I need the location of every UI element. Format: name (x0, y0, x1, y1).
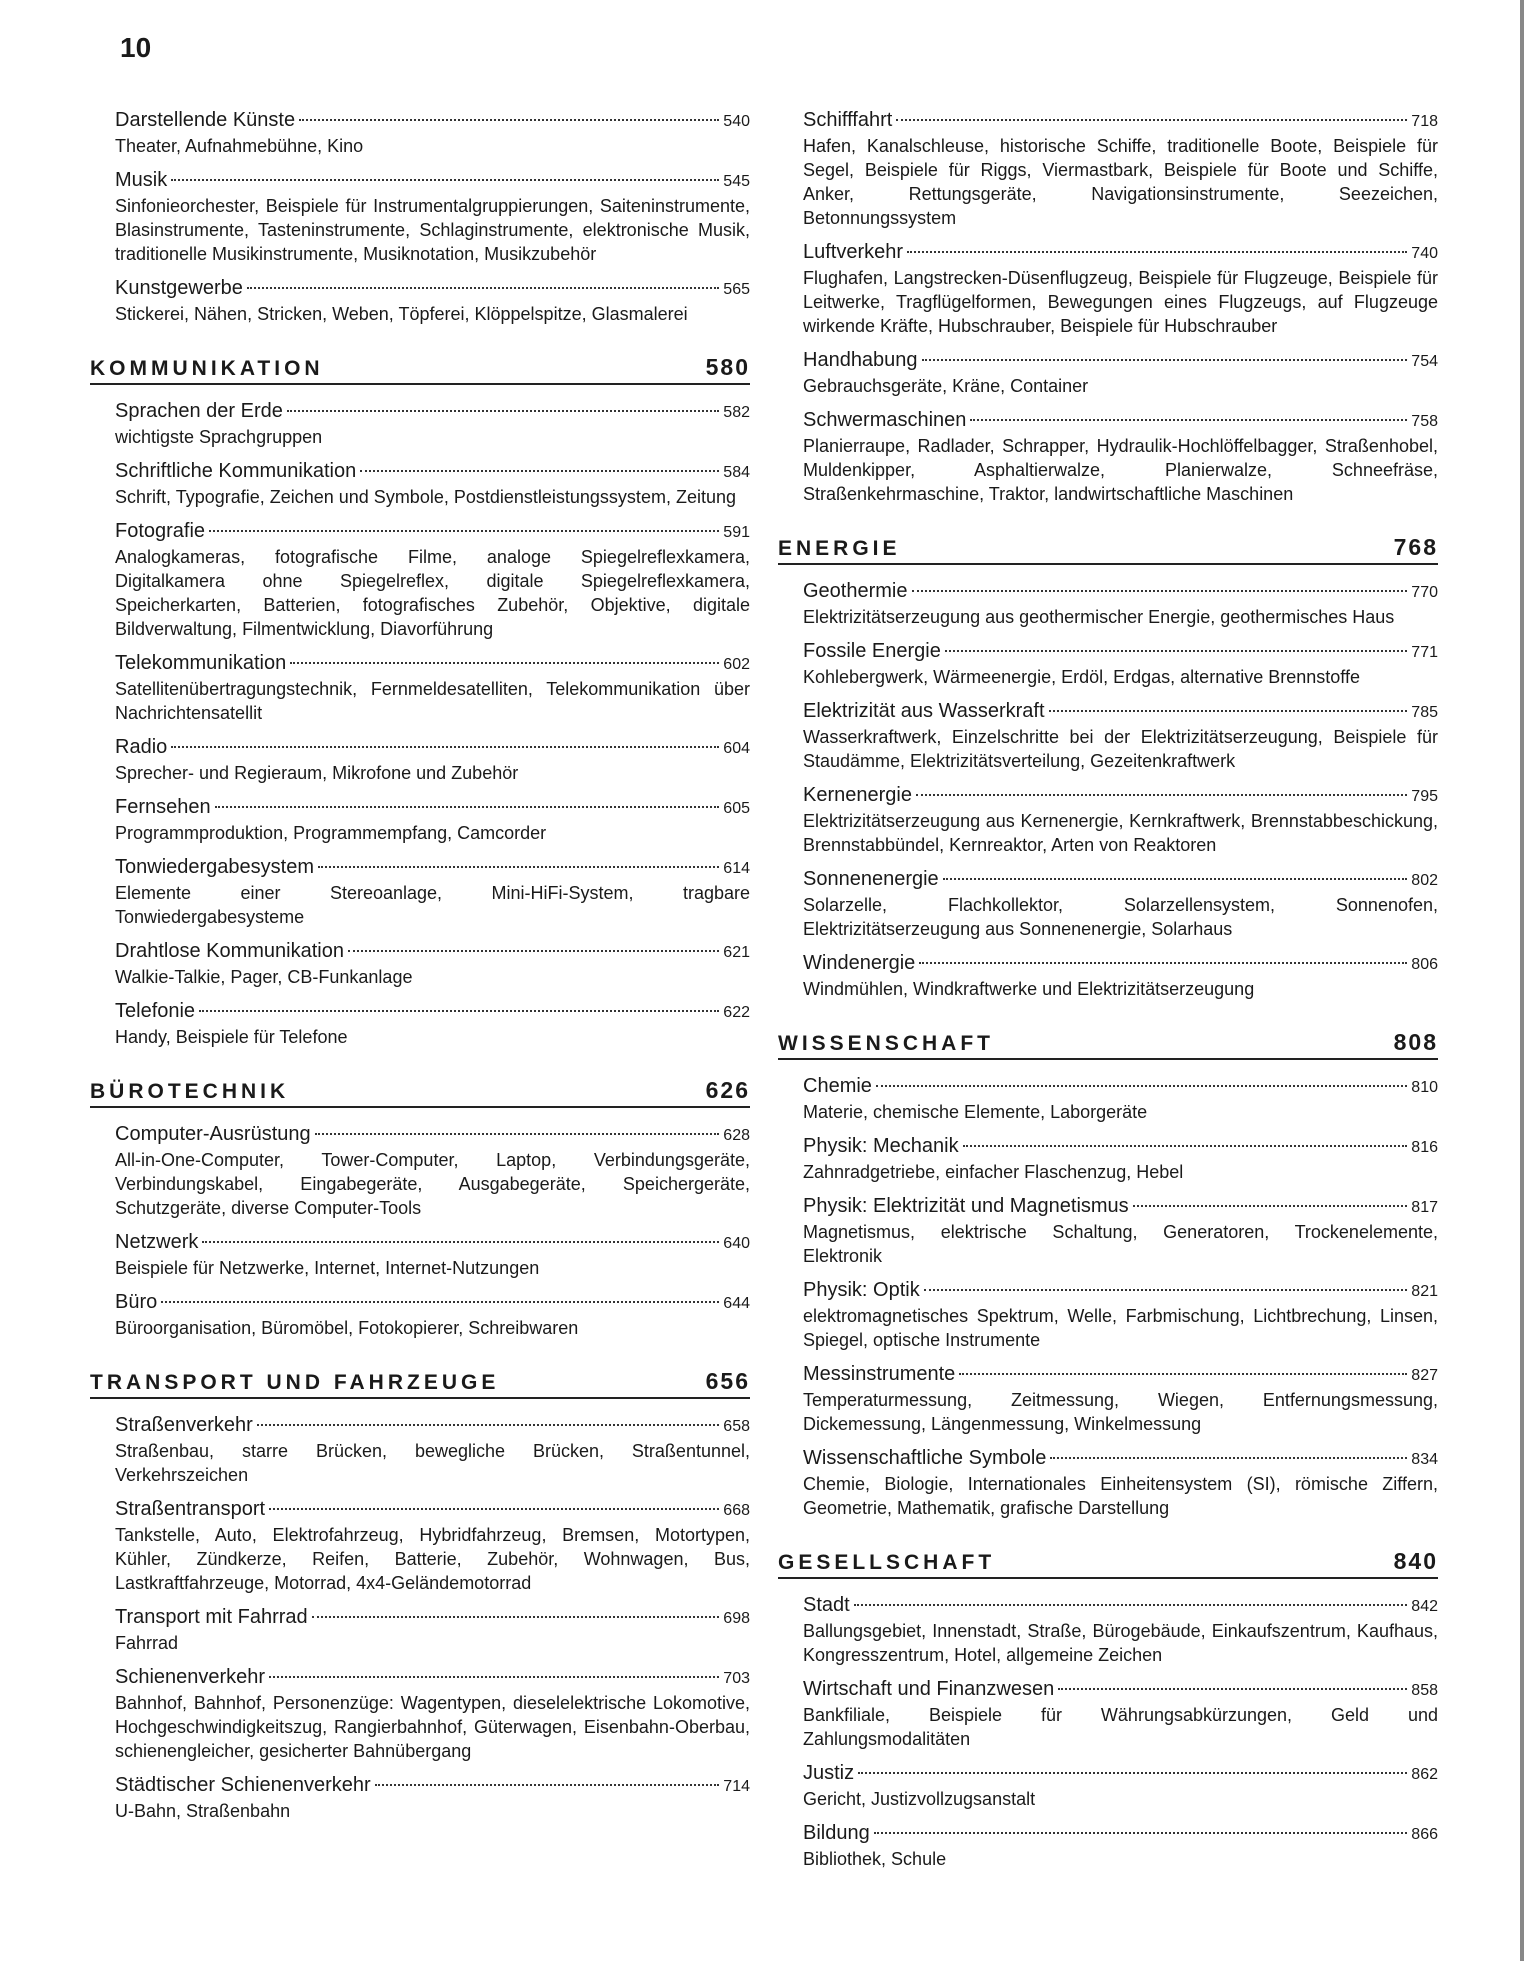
entry-heading (115, 399, 750, 425)
entry-description: Solarzelle, Flachkollektor, Solarzellensystem, Sonnenofen, Elektrizitätserzeugung aus Sonnenenergie, Solarhaus (803, 895, 1438, 939)
entry-description: Tankstelle, Auto, Elektrofahrzeug, Hybridfahrzeug, Bremsen, Motortypen, Kühler, Zündkerze, Reifen, Batterie, Zubehör, Wohnwagen, Bus, Lastkraftfahrzeuge, Motorrad, 4x4-Geländemotorrad (115, 1525, 750, 1593)
entry-heading (115, 939, 750, 965)
dot-leader (199, 1010, 719, 1012)
toc-entry[interactable] (803, 783, 1438, 857)
entry-heading (115, 735, 750, 761)
entry-description: Kohlebergwerk, Wärmeenergie, Erdöl, Erdgas, alternative Brennstoffe (803, 667, 1360, 687)
toc-entry[interactable] (115, 276, 750, 326)
entry-page-number: 802 (1411, 872, 1438, 889)
entry-page-number: 621 (723, 944, 750, 961)
toc-entry[interactable] (115, 519, 750, 641)
dot-leader (876, 1085, 1407, 1087)
entry-title[interactable]: Physik: Mechanik (803, 1135, 959, 1157)
dot-leader (854, 1604, 1408, 1606)
entry-description: Walkie-Talkie, Pager, CB-Funkanlage (115, 967, 413, 987)
dot-leader (215, 806, 720, 808)
entry-title[interactable]: Fotografie (115, 520, 206, 542)
entry-heading (803, 1761, 1438, 1787)
entry-description: Materie, chemische Elemente, Laborgeräte (803, 1102, 1148, 1122)
entry-heading (803, 408, 1438, 434)
section-header (778, 534, 1438, 565)
toc-entry[interactable] (115, 1773, 750, 1823)
entry-page-number: 834 (1411, 1451, 1438, 1468)
toc-entry[interactable] (803, 1593, 1438, 1667)
entry-heading (115, 795, 750, 821)
toc-entry[interactable] (115, 999, 750, 1049)
dot-leader (916, 794, 1407, 796)
entry-description: U-Bahn, Straßenbahn (115, 1801, 291, 1821)
dot-leader (912, 590, 1408, 592)
toc-entry[interactable] (803, 1278, 1438, 1352)
dot-leader (924, 1289, 1408, 1291)
toc-entry[interactable] (115, 399, 750, 449)
entry-page-number: 827 (1411, 1367, 1438, 1384)
dot-leader (360, 470, 719, 472)
entry-title[interactable]: Sonnenenergie (803, 868, 939, 890)
dot-leader (1050, 1457, 1407, 1459)
entry-page-number: 758 (1411, 413, 1438, 430)
dot-leader (202, 1241, 719, 1243)
entry-description: Beispiele für Netzwerke, Internet, Internet-Nutzungen (115, 1258, 540, 1278)
dot-leader (161, 1301, 719, 1303)
entry-heading (115, 1413, 750, 1439)
dot-leader (874, 1832, 1408, 1834)
toc-entry[interactable] (115, 459, 750, 509)
toc-entry[interactable] (115, 1605, 750, 1655)
entry-page-number: 628 (723, 1127, 750, 1144)
left-column (90, 108, 750, 1833)
entry-page-number: 698 (723, 1610, 750, 1627)
dot-leader (919, 962, 1407, 964)
entry-heading (803, 783, 1438, 809)
entry-title[interactable]: Telefonie (115, 1000, 196, 1022)
entry-heading (115, 459, 750, 485)
entry-description: Straßenbau, starre Brücken, bewegliche Brücken, Straßentunnel, Verkehrszeichen (115, 1441, 750, 1485)
dot-leader (269, 1508, 719, 1510)
entry-title[interactable]: Windenergie (803, 952, 916, 974)
entry-description: Gebrauchsgeräte, Kräne, Container (803, 376, 1089, 396)
dot-leader (896, 119, 1407, 121)
right-column (778, 108, 1438, 1881)
toc-entry[interactable] (115, 1230, 750, 1280)
section-header (90, 1077, 750, 1108)
entry-title[interactable]: Straßenverkehr (115, 1414, 253, 1436)
entry-heading (803, 1446, 1438, 1472)
entry-page-number: 714 (723, 1778, 750, 1795)
entry-description: Chemie, Biologie, Internationales Einheitensystem (SI), römische Ziffern, Geometrie, Mathematik, grafische Darstellung (803, 1474, 1438, 1518)
section-title: TRANSPORT UND FAHRZEUGE (90, 1371, 500, 1394)
dot-leader (943, 878, 1408, 880)
entry-title[interactable]: Kernenergie (803, 784, 912, 806)
entry-page-number: 605 (723, 800, 750, 817)
entry-title[interactable]: Schienenverkehr (115, 1666, 266, 1688)
entry-page-number: 602 (723, 656, 750, 673)
dot-leader (959, 1373, 1407, 1375)
toc-entry[interactable] (115, 168, 750, 266)
entry-heading (803, 951, 1438, 977)
entry-description: Fahrrad (115, 1633, 179, 1653)
toc-entry[interactable] (803, 348, 1438, 398)
entry-title[interactable]: Schwermaschinen (803, 409, 967, 431)
entry-page-number: 785 (1411, 704, 1438, 721)
entry-description: Bahnhof, Bahnhof, Personenzüge: Wagentypen, dieselelektrische Lokomotive, Hochgeschwindigkeitszug, Rangierbahnhof, Güterwagen, Eisenbahn-Oberbau, schienengleicher, gesicherter Bahnübergang (115, 1693, 750, 1761)
dot-leader (375, 1784, 720, 1786)
entry-heading (115, 276, 750, 302)
entry-page-number: 771 (1411, 644, 1438, 661)
toc-entry[interactable] (803, 639, 1438, 689)
section-title: KOMMUNIKATION (90, 357, 324, 380)
entry-heading (115, 999, 750, 1025)
toc-entry[interactable] (115, 108, 750, 158)
dot-leader (970, 419, 1407, 421)
entry-title[interactable]: Büro (115, 1291, 158, 1313)
entry-page-number: 806 (1411, 956, 1438, 973)
entry-description: Elemente einer Stereoanlage, Mini-HiFi-System, tragbare Tonwiedergabesysteme (115, 883, 750, 927)
entry-description: Stickerei, Nähen, Stricken, Weben, Töpferei, Klöppelspitze, Glasmalerei (115, 304, 688, 324)
entry-title[interactable]: Transport mit Fahrrad (115, 1606, 308, 1628)
toc-entry[interactable] (115, 651, 750, 725)
entry-description: Ballungsgebiet, Innenstadt, Straße, Bürogebäude, Einkaufszentrum, Kaufhaus, Kongresszentrum, Hotel, allgemeine Zeichen (803, 1621, 1438, 1665)
entry-heading (115, 1773, 750, 1799)
entry-page-number: 795 (1411, 788, 1438, 805)
entry-description: Sinfonieorchester, Beispiele für Instrumentalgruppierungen, Saiteninstrumente, Blasinstrumente, Tasteninstrumente, Schlaginstrumente, elektronische Musik, traditionelle Musikinstrumente, Musiknotation, Musikzubehör (115, 196, 750, 264)
entry-page-number: 658 (723, 1418, 750, 1435)
entry-page-number: 816 (1411, 1139, 1438, 1156)
toc-entry[interactable] (803, 1821, 1438, 1871)
entry-title[interactable]: Bildung (803, 1822, 870, 1844)
toc-entry[interactable] (115, 939, 750, 989)
entry-description: Windmühlen, Windkraftwerke und Elektrizitätserzeugung (803, 979, 1255, 999)
section-header (778, 1029, 1438, 1060)
entry-page-number: 540 (723, 113, 750, 130)
dot-leader (287, 410, 719, 412)
dot-leader (318, 866, 719, 868)
entry-page-number: 565 (723, 281, 750, 298)
entry-description: elektromagnetisches Spektrum, Welle, Farbmischung, Lichtbrechung, Linsen, Spiegel, optische Instrumente (803, 1306, 1438, 1350)
dot-leader (257, 1424, 719, 1426)
section-page: 840 (1393, 1548, 1438, 1574)
entry-heading (115, 1230, 750, 1256)
entry-title[interactable]: Musik (115, 169, 168, 191)
entry-description: All-in-One-Computer, Tower-Computer, Laptop, Verbindungsgeräte, Verbindungskabel, Eingabegeräte, Ausgabegeräte, Speichergeräte, Schutzgeräte, diverse Computer-Tools (115, 1150, 750, 1218)
dot-leader (1049, 710, 1408, 712)
entry-description: Magnetismus, elektrische Schaltung, Generatoren, Trockenelemente, Elektronik (803, 1222, 1438, 1266)
entry-title[interactable]: Netzwerk (115, 1231, 199, 1253)
toc-entry[interactable] (115, 1497, 750, 1595)
dot-leader (247, 287, 719, 289)
entry-page-number: 622 (723, 1004, 750, 1021)
entry-heading (803, 1821, 1438, 1847)
dot-leader (348, 950, 719, 952)
entry-heading (115, 519, 750, 545)
entry-description: Temperaturmessung, Zeitmessung, Wiegen, Entfernungsmessung, Dickemessung, Längenmessung, Winkelmessung (803, 1390, 1438, 1434)
entry-page-number: 591 (723, 524, 750, 541)
entry-heading (115, 1290, 750, 1316)
toc-entry[interactable] (115, 1290, 750, 1340)
toc-entry[interactable] (803, 408, 1438, 506)
dot-leader (290, 662, 719, 664)
entry-heading (803, 1677, 1438, 1703)
entry-heading (803, 1362, 1438, 1388)
entry-description: Satellitenübertragungstechnik, Fernmeldesatelliten, Telekommunikation über Nachrichtensatellit (115, 679, 750, 723)
toc-entry[interactable] (115, 735, 750, 785)
section-header (778, 1548, 1438, 1579)
entry-description: Elektrizitätserzeugung aus geothermischer Energie, geothermisches Haus (803, 607, 1395, 627)
entry-description: Elektrizitätserzeugung aus Kernenergie, Kernkraftwerk, Brennstabbeschickung, Brennstabbündel, Kernreaktor, Arten von Reaktoren (803, 811, 1438, 855)
entry-title[interactable]: Handhabung (803, 349, 918, 371)
section-page: 808 (1393, 1029, 1438, 1055)
entry-page-number: 740 (1411, 245, 1438, 262)
dot-leader (922, 359, 1408, 361)
dot-leader (209, 530, 719, 532)
entry-title[interactable]: Wirtschaft und Finanzwesen (803, 1678, 1055, 1700)
entry-title[interactable]: Justiz (803, 1762, 855, 1784)
section-page: 626 (705, 1077, 750, 1103)
entry-heading (803, 579, 1438, 605)
toc-entry[interactable] (803, 108, 1438, 230)
entry-heading (115, 855, 750, 881)
entry-title[interactable]: Elektrizität aus Wasserkraft (803, 700, 1045, 722)
entry-heading (803, 240, 1438, 266)
entry-title[interactable]: Fossile Energie (803, 640, 941, 662)
entry-title[interactable]: Stadt (803, 1594, 850, 1616)
toc-entry[interactable] (803, 1446, 1438, 1520)
entry-page-number: 644 (723, 1295, 750, 1312)
entry-title[interactable]: Geothermie (803, 580, 908, 602)
entry-heading (803, 699, 1438, 725)
entry-page-number: 614 (723, 860, 750, 877)
entry-page-number: 718 (1411, 113, 1438, 130)
entry-heading (803, 867, 1438, 893)
section-header (90, 354, 750, 385)
toc-entry[interactable] (803, 1134, 1438, 1184)
toc-entry[interactable] (803, 240, 1438, 338)
entry-page-number: 866 (1411, 1826, 1438, 1843)
toc-entry[interactable] (803, 579, 1438, 629)
section-page: 580 (705, 354, 750, 380)
toc-entry[interactable] (803, 1194, 1438, 1268)
dot-leader (1133, 1205, 1408, 1207)
dot-leader (963, 1145, 1408, 1147)
entry-page-number: 817 (1411, 1199, 1438, 1216)
entry-title[interactable]: Drahtlose Kommunikation (115, 940, 344, 962)
entry-description: wichtigste Sprachgruppen (115, 427, 323, 447)
entry-title[interactable]: Fernsehen (115, 796, 211, 818)
section-title: ENERGIE (778, 537, 901, 560)
entry-description: Wasserkraftwerk, Einzelschritte bei der Elektrizitätserzeugung, Beispiele für Staudämme, Elektrizitätsverteilung, Gezeitenkraftwerk (803, 727, 1438, 771)
entry-description: Handy, Beispiele für Telefone (115, 1027, 348, 1047)
entry-heading (115, 651, 750, 677)
entry-heading (115, 1605, 750, 1631)
toc-entry[interactable] (803, 1761, 1438, 1811)
entry-description: Theater, Aufnahmebühne, Kino (115, 136, 364, 156)
entry-page-number: 668 (723, 1502, 750, 1519)
toc-entry[interactable] (115, 1665, 750, 1763)
entry-description: Hafen, Kanalschleuse, historische Schiffe, traditionelle Boote, Beispiele für Segel, Beispiele für Riggs, Viermastbark, Beispiele für Boote und Schiffe, Anker, Rettungsgeräte, Navigationsinstrumente, Seezeichen, Betonnungssystem (803, 136, 1438, 228)
entry-heading (115, 1665, 750, 1691)
entry-heading (803, 639, 1438, 665)
dot-leader (171, 179, 719, 181)
entry-heading (803, 1134, 1438, 1160)
dot-leader (299, 119, 719, 121)
dot-leader (945, 650, 1407, 652)
entry-title[interactable]: Tonwiedergabesystem (115, 856, 314, 878)
entry-heading (115, 108, 750, 134)
entry-heading (115, 1122, 750, 1148)
toc-entry[interactable] (115, 1413, 750, 1487)
dot-leader (1058, 1688, 1407, 1690)
entry-title[interactable]: Städtischer Schienenverkehr (115, 1774, 371, 1796)
entry-title[interactable]: Kunstgewerbe (115, 277, 243, 299)
toc-entry[interactable] (803, 951, 1438, 1001)
entry-description: Schrift, Typografie, Zeichen und Symbole, Postdienstleistungssystem, Zeitung (115, 487, 736, 507)
entry-heading (803, 1278, 1438, 1304)
entry-description: Flughafen, Langstrecken-Düsenflugzeug, Beispiele für Flugzeuge, Beispiele für Leitwerke, Tragflügelformen, Bewegungen eines Flugzeugs, auf Flugzeuge wirkende Kräfte, Hubschrauber, Beispiele für Hubschrauber (803, 268, 1438, 336)
entry-page-number: 703 (723, 1670, 750, 1687)
page-edge (1520, 0, 1524, 1961)
entry-page-number: 754 (1411, 353, 1438, 370)
entry-title[interactable]: Luftverkehr (803, 241, 904, 263)
entry-heading (803, 348, 1438, 374)
entry-heading (803, 1593, 1438, 1619)
entry-description: Programmproduktion, Programmempfang, Camcorder (115, 823, 547, 843)
entry-heading (803, 1194, 1438, 1220)
entry-page-number: 545 (723, 173, 750, 190)
toc-entry[interactable] (803, 867, 1438, 941)
toc-entry[interactable] (803, 699, 1438, 773)
entry-page-number: 858 (1411, 1682, 1438, 1699)
section-title: GESELLSCHAFT (778, 1551, 996, 1574)
entry-description: Bibliothek, Schule (803, 1849, 947, 1869)
entry-page-number: 640 (723, 1235, 750, 1252)
dot-leader (907, 251, 1407, 253)
entry-page-number: 770 (1411, 584, 1438, 601)
entry-title[interactable]: Physik: Optik (803, 1279, 920, 1301)
entry-page-number: 862 (1411, 1766, 1438, 1783)
toc-entry[interactable] (803, 1677, 1438, 1751)
entry-title[interactable]: Chemie (803, 1075, 872, 1097)
entry-heading (803, 108, 1438, 134)
dot-leader (315, 1133, 720, 1135)
toc-entry[interactable] (115, 855, 750, 929)
dot-leader (858, 1772, 1407, 1774)
section-header (90, 1368, 750, 1399)
entry-page-number: 842 (1411, 1598, 1438, 1615)
entry-title[interactable]: Telekommunikation (115, 652, 287, 674)
entry-description: Zahnradgetriebe, einfacher Flaschenzug, Hebel (803, 1162, 1184, 1182)
entry-heading (115, 1497, 750, 1523)
dot-leader (269, 1676, 719, 1678)
dot-leader (312, 1616, 720, 1618)
entry-title[interactable]: Physik: Elektrizität und Magnetismus (803, 1195, 1129, 1217)
section-title: WISSENSCHAFT (778, 1032, 994, 1055)
section-title: BÜROTECHNIK (90, 1080, 290, 1103)
entry-title[interactable]: Messinstrumente (803, 1363, 956, 1385)
entry-page-number: 810 (1411, 1079, 1438, 1096)
entry-title[interactable]: Sprachen der Erde (115, 400, 283, 422)
entry-description: Gericht, Justizvollzugsanstalt (803, 1789, 1036, 1809)
toc-entry[interactable] (803, 1074, 1438, 1124)
entry-heading (115, 168, 750, 194)
entry-page-number: 821 (1411, 1283, 1438, 1300)
entry-page-number: 584 (723, 464, 750, 481)
toc-entry[interactable] (115, 795, 750, 845)
entry-description: Planierraupe, Radlader, Schrapper, Hydraulik-Hochlöffelbagger, Straßenhobel, Muldenkipper, Asphaltierwalze, Planierwalze, Schneefräse, Straßenkehrmaschine, Traktor, landwirtschaftliche Maschinen (803, 436, 1438, 504)
entry-description: Analogkameras, fotografische Filme, analoge Spiegelreflexkamera, Digitalkamera ohne Spiegelreflex, digitale Spiegelreflexkamera, Speicherkarten, Batterien, fotografisches Zubehör, Objektive, digitale Bildverwaltung, Filmentwicklung, Diavorführung (115, 547, 750, 639)
entry-title[interactable]: Radio (115, 736, 168, 758)
entry-title[interactable]: Computer-Ausrüstung (115, 1123, 311, 1145)
entry-description: Sprecher- und Regieraum, Mikrofone und Zubehör (115, 763, 519, 783)
toc-entry[interactable] (803, 1362, 1438, 1436)
entry-title[interactable]: Schifffahrt (803, 109, 893, 131)
page-number: 10 (120, 32, 152, 63)
toc-entry[interactable] (115, 1122, 750, 1220)
entry-title[interactable]: Straßentransport (115, 1498, 266, 1520)
entry-page-number: 582 (723, 404, 750, 421)
entry-description: Büroorganisation, Büromöbel, Fotokopierer, Schreibwaren (115, 1318, 579, 1338)
entry-heading (803, 1074, 1438, 1100)
section-page: 768 (1393, 534, 1438, 560)
entry-title[interactable]: Schriftliche Kommunikation (115, 460, 357, 482)
section-page: 656 (705, 1368, 750, 1394)
entry-page-number: 604 (723, 740, 750, 757)
entry-title[interactable]: Wissenschaftliche Symbole (803, 1447, 1047, 1469)
entry-description: Bankfiliale, Beispiele für Währungsabkürzungen, Geld und Zahlungsmodalitäten (803, 1705, 1438, 1749)
entry-title[interactable]: Darstellende Künste (115, 109, 296, 131)
dot-leader (171, 746, 719, 748)
